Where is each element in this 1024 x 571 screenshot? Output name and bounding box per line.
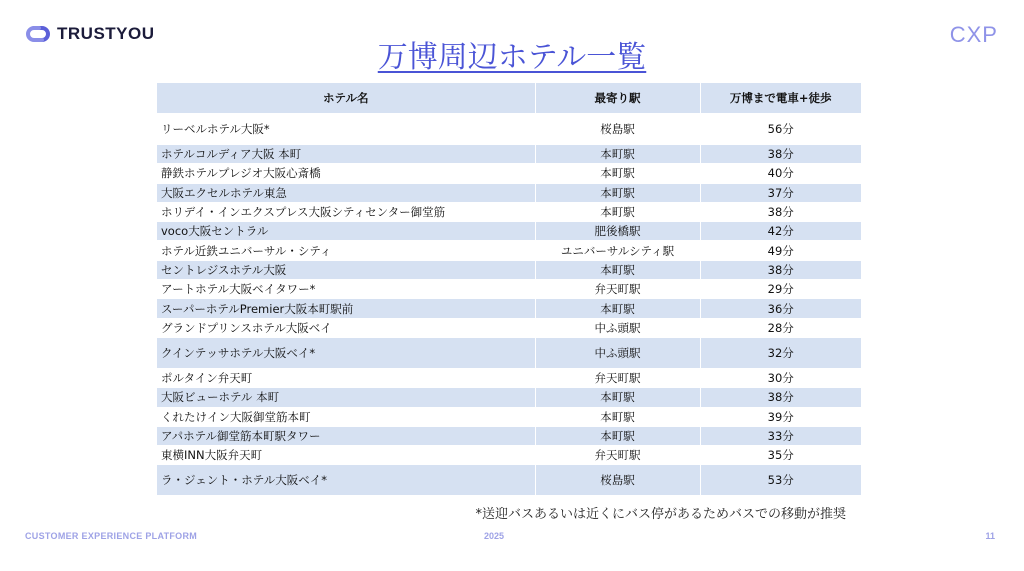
station-cell: 本町駅 <box>535 407 700 426</box>
table-row <box>157 388 861 407</box>
table-row <box>157 426 861 445</box>
hotel-name-cell: 東横INN大阪弁天町 <box>157 446 535 465</box>
hotel-table <box>157 83 861 496</box>
hotel-name-cell: ホテルコルディア大阪 本町 <box>157 145 535 164</box>
travel-time-cell: 30分 <box>700 368 861 387</box>
table-row <box>157 202 861 221</box>
hotel-name-cell: グランドプリンスホテル大阪ベイ <box>157 318 535 337</box>
station-cell: 桜島駅 <box>535 465 700 496</box>
page-number: 11 <box>985 531 995 541</box>
station-cell: 本町駅 <box>535 260 700 279</box>
table-row <box>157 337 861 368</box>
travel-time-cell: 39分 <box>700 407 861 426</box>
travel-time-cell: 38分 <box>700 145 861 164</box>
hotel-name-cell: 大阪ビューホテル 本町 <box>157 388 535 407</box>
travel-time-cell: 29分 <box>700 280 861 299</box>
hotel-name-cell: リーベルホテル大阪* <box>157 114 535 145</box>
travel-time-cell: 49分 <box>700 241 861 260</box>
station-cell: 中ふ頭駅 <box>535 318 700 337</box>
travel-time-cell: 37分 <box>700 183 861 202</box>
header-travel-time: 万博まで電車+徒歩 <box>700 83 861 114</box>
hotel-name-cell: クインテッサホテル大阪ベイ* <box>157 337 535 368</box>
table-row <box>157 280 861 299</box>
hotel-name-cell: 静鉄ホテルプレジオ大阪心斎橋 <box>157 164 535 183</box>
hotel-name-cell: アパホテル御堂筋本町駅タワー <box>157 426 535 445</box>
travel-time-cell: 56分 <box>700 114 861 145</box>
hotel-name-cell: voco大阪セントラル <box>157 222 535 241</box>
table-row <box>157 241 861 260</box>
station-cell: 本町駅 <box>535 164 700 183</box>
table-row <box>157 407 861 426</box>
table-row <box>157 114 861 145</box>
station-cell: 弁天町駅 <box>535 280 700 299</box>
page-title: 万博周辺ホテル一覧 <box>377 40 647 75</box>
travel-time-cell: 32分 <box>700 337 861 368</box>
hotel-name-cell: くれたけイン大阪御堂筋本町 <box>157 407 535 426</box>
footnote: *送迎バスあるいは近くにバス停があるためバスでの移動が推奨 <box>475 507 846 522</box>
travel-time-cell: 38分 <box>700 388 861 407</box>
hotel-name-cell: アートホテル大阪ベイタワー* <box>157 280 535 299</box>
header-nearest-station: 最寄り駅 <box>535 83 700 114</box>
table-row <box>157 299 861 318</box>
station-cell: 弁天町駅 <box>535 368 700 387</box>
travel-time-cell: 53分 <box>700 465 861 496</box>
footer-year: 2025 <box>484 531 505 541</box>
hotel-name-cell: スーパーホテルPremier大阪本町駅前 <box>157 299 535 318</box>
station-cell: 肥後橋駅 <box>535 222 700 241</box>
logo-text: TRUSTYOU <box>57 24 155 43</box>
table-row <box>157 368 861 387</box>
station-cell: 弁天町駅 <box>535 446 700 465</box>
travel-time-cell: 38分 <box>700 260 861 279</box>
travel-time-cell: 28分 <box>700 318 861 337</box>
station-cell: 本町駅 <box>535 145 700 164</box>
hotel-name-cell: ラ・ジェント・ホテル大阪ベイ* <box>157 465 535 496</box>
station-cell: 本町駅 <box>535 299 700 318</box>
table-row <box>157 446 861 465</box>
footer-platform-label: CUSTOMER EXPERIENCE PLATFORM <box>25 531 198 541</box>
travel-time-cell: 42分 <box>700 222 861 241</box>
table-header-row <box>157 83 861 114</box>
station-cell: 桜島駅 <box>535 114 700 145</box>
station-cell: 本町駅 <box>535 426 700 445</box>
table-row <box>157 260 861 279</box>
table-row <box>157 222 861 241</box>
table-row <box>157 318 861 337</box>
table-row <box>157 145 861 164</box>
table-row <box>157 465 861 496</box>
hotel-name-cell: ホリデイ・インエクスプレス大阪シティセンター御堂筋 <box>157 202 535 221</box>
travel-time-cell: 35分 <box>700 446 861 465</box>
travel-time-cell: 38分 <box>700 202 861 221</box>
travel-time-cell: 36分 <box>700 299 861 318</box>
hotel-name-cell: ホテル近鉄ユニバーサル・シティ <box>157 241 535 260</box>
station-cell: 本町駅 <box>535 388 700 407</box>
table-row <box>157 164 861 183</box>
table-row <box>157 183 861 202</box>
station-cell: 本町駅 <box>535 183 700 202</box>
hotel-name-cell: ポルタイン弁天町 <box>157 368 535 387</box>
header-hotel-name: ホテル名 <box>157 83 535 114</box>
station-cell: 中ふ頭駅 <box>535 337 700 368</box>
travel-time-cell: 40分 <box>700 164 861 183</box>
station-cell: ユニバーサルシティ駅 <box>535 241 700 260</box>
travel-time-cell: 33分 <box>700 426 861 445</box>
hotel-name-cell: セントレジスホテル大阪 <box>157 260 535 279</box>
hotel-name-cell: 大阪エクセルホテル東急 <box>157 183 535 202</box>
station-cell: 本町駅 <box>535 202 700 221</box>
cxp-logo: CXP <box>949 22 998 47</box>
